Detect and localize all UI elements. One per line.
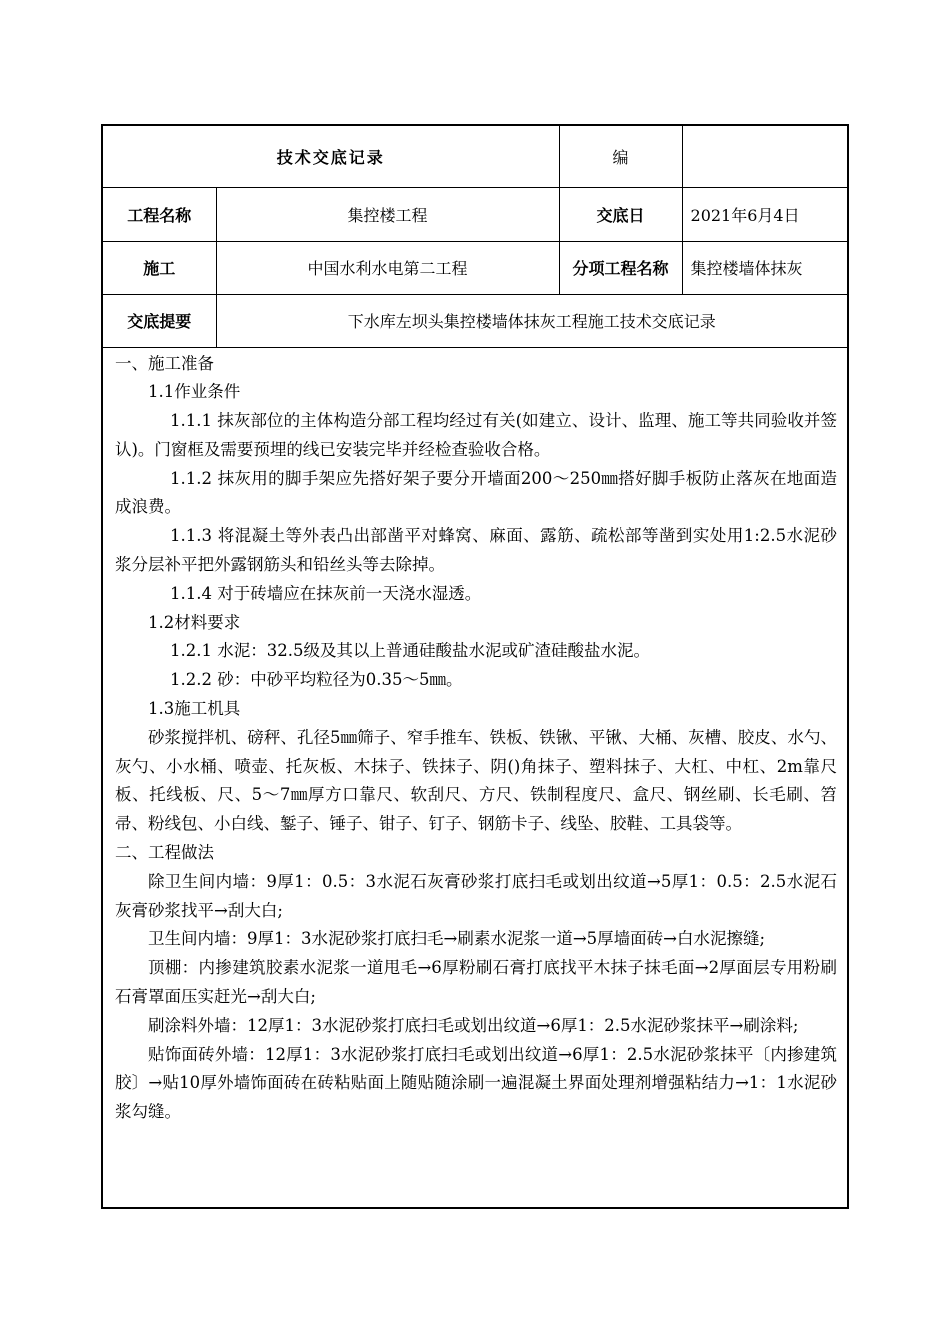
paragraph: 刷涂料外墙：12厚1：3水泥砂浆打底扫毛或划出纹道→6厚1：2.5水泥砂浆抹平→刷涂料; bbox=[148, 1015, 799, 1035]
paragraph: 除卫生间内墙：9厚1：0.5：3水泥石灰膏砂浆打底扫毛或划出纹道→5厚1：0.5：2.5水泥石灰膏砂浆找平→刮大白; bbox=[115, 871, 837, 920]
project-name-label: 工程名称 bbox=[103, 187, 216, 241]
paragraph: 1.1.3 将混凝土等外表凸出部凿平对蜂窝、麻面、露筋、疏松部等凿到实处用1:2.5水泥砂浆分层补平把外露钢筋头和铅丝头等去除掉。 bbox=[115, 526, 837, 575]
construction-label: 施工 bbox=[103, 241, 216, 294]
paragraph: 1.2.1 水泥：32.5级及其以上普通硅酸盐水泥或矿渣硅酸盐水泥。 bbox=[170, 641, 650, 661]
paragraph: 1.1.2 抹灰用的脚手架应先搭好架子要分开墙面200～250㎜搭好脚手板防止落灰在地面造成浪费。 bbox=[115, 468, 837, 517]
paragraph: 1.2.2 砂：中砂平均粒径为0.35～5㎜。 bbox=[170, 670, 463, 690]
sub-project-label: 分项工程名称 bbox=[559, 241, 682, 294]
subsection-heading: 1.3施工机具 bbox=[148, 699, 241, 719]
technical-briefing-record-form bbox=[101, 124, 849, 1209]
bian-label: 编 bbox=[559, 126, 682, 187]
section-heading: 一、施工准备 bbox=[115, 353, 214, 373]
form-title: 技术交底记录 bbox=[103, 126, 559, 187]
paragraph: 1.1.4 对于砖墙应在抹灰前一天浇水湿透。 bbox=[170, 583, 482, 603]
date-value: 2021年6月4日 bbox=[682, 187, 847, 241]
date-label: 交底日 bbox=[559, 187, 682, 241]
paragraph: 卫生间内墙：9厚1：3水泥砂浆打底扫毛→刷素水泥浆一道→5厚墙面砖→白水泥擦缝; bbox=[148, 929, 766, 949]
sub-project-value: 集控楼墙体抹灰 bbox=[682, 241, 847, 294]
construction-value: 中国水利水电第二工程 bbox=[216, 241, 559, 294]
summary-value: 下水库左坝头集控楼墙体抹灰工程施工技术交底记录 bbox=[216, 294, 847, 347]
section-heading: 二、工程做法 bbox=[115, 843, 214, 863]
paragraph: 1.1.1 抹灰部位的主体构造分部工程均经过有关(如建立、设计、监理、施工等共同验收并签认)。门窗框及需要预埋的线已安装完毕并经检查验收合格。 bbox=[115, 411, 837, 459]
subsection-heading: 1.2材料要求 bbox=[148, 612, 241, 632]
paragraph: 顶棚：内掺建筑胶素水泥浆一道甩毛→6厚粉刷石膏打底找平木抹子抹毛面→2厚面层专用粉刷石膏罩面压实赶光→刮大白; bbox=[115, 958, 837, 1007]
briefing-content bbox=[103, 348, 847, 1128]
project-name-value: 集控楼工程 bbox=[216, 187, 559, 241]
bian-value bbox=[682, 126, 847, 187]
header-table bbox=[103, 126, 847, 348]
paragraph: 贴饰面砖外墙：12厚1：3水泥砂浆打底扫毛或划出纹道→6厚1：2.5水泥砂浆抹平〔内掺建筑胶〕→贴10厚外墙饰面砖在砖粘贴面上随贴随涂刷一遍混凝土界面处理剂增强粘结力→1：1水泥砂浆勾缝。 bbox=[115, 1044, 837, 1122]
summary-label: 交底提要 bbox=[103, 294, 216, 347]
paragraph: 砂浆搅拌机、磅秤、孔径5㎜筛子、窄手推车、铁板、铁锹、平锹、大桶、灰槽、胶皮、水勺、灰勺、小水桶、喷壶、托灰板、木抹子、铁抹子、阴()角抹子、塑料抹子、大杠、中杠、2m靠尺板、托线板、尺、5～7㎜厚方口靠尺、软刮尺、方尺、铁制程度尺、盒尺、钢丝刷、长毛刷、笤帚、粉线包、小白线、錾子、锤子、钳子、钉子、钢筋卡子、线坠、胶鞋、工具袋等。 bbox=[115, 727, 837, 834]
subsection-heading: 1.1作业条件 bbox=[148, 382, 241, 402]
